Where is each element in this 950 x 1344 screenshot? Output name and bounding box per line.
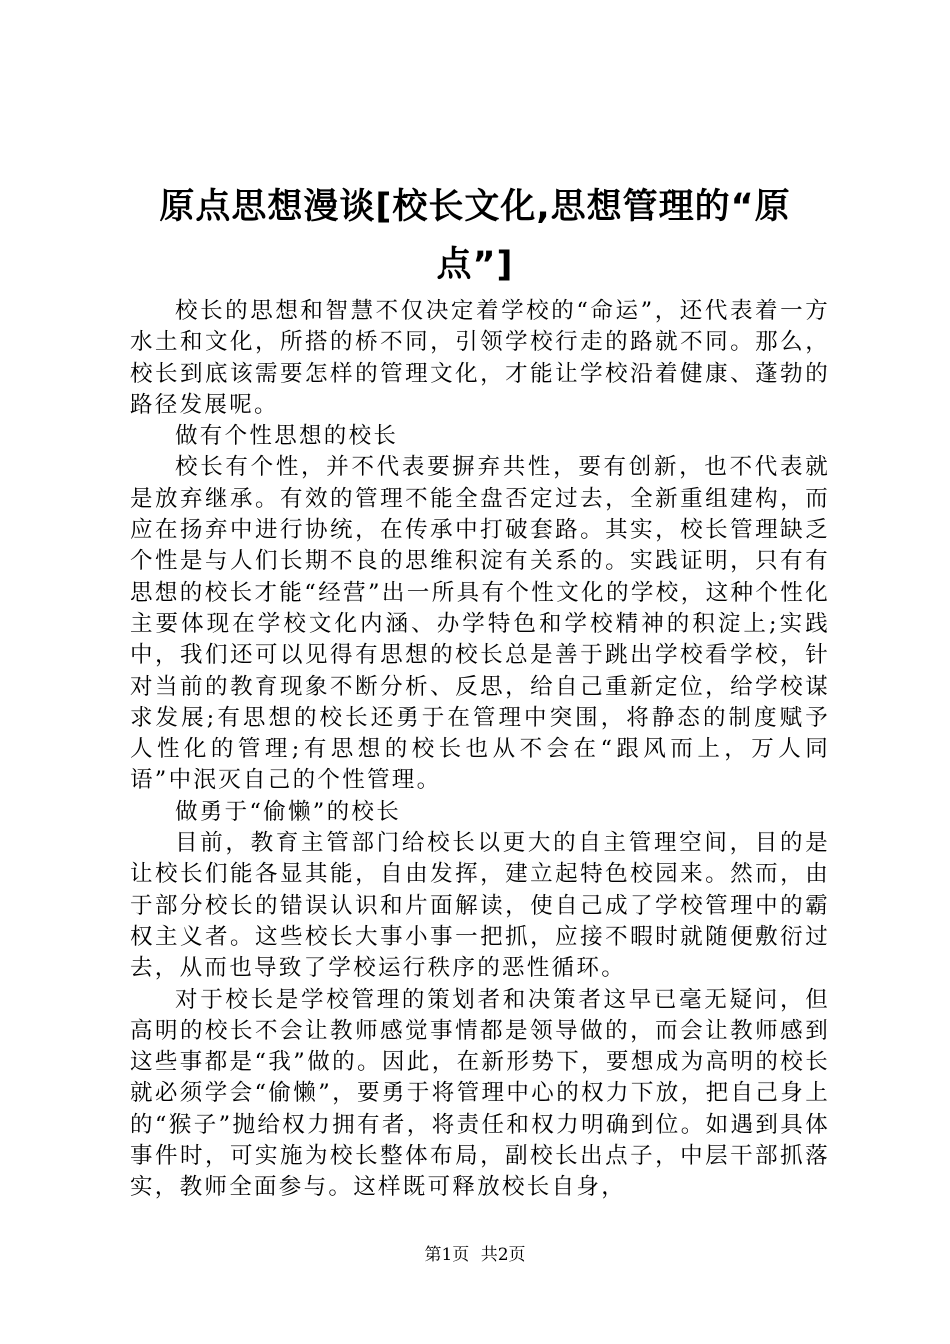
section-heading-lazy: 做勇于“偷懒”的校长 (175, 798, 402, 825)
intro-paragraph: 校长的思想和智慧不仅决定着学校的“命运”，还代表着一方水土和文化，所搭的桥不同，引领学校行走的路就不同。那么，校长到底该需要怎样的管理文化，才能让学校沿着健康、蓬勃的路径发展呢。 (130, 298, 830, 418)
page-number: 第1页 (424, 1245, 470, 1265)
document-title: 原点思想漫谈[校长文化,思想管理的“原点”] (159, 187, 791, 285)
page-total: 共2页 (480, 1245, 526, 1265)
page-footer (0, 1244, 950, 1266)
document-body (130, 296, 830, 1204)
section-heading-individuality: 做有个性思想的校长 (175, 423, 399, 450)
paragraph-individuality: 校长有个性，并不代表要摒弃共性，要有创新，也不代表就是放弃继承。有效的管理不能全盘否定过去，全新重组建构，而应在扬弃中进行协统，在传承中打破套路。其实，校长管理缺乏个性是与人们长期不良的思维积淀有关系的。实践证明，只有有思想的校长才能“经营”出一所具有个性文化的学校，这种个性化主要体现在学校文化内涵、办学特色和学校精神的积淀上;实践中，我们还可以见得有思想的校长总是善于跳出学校看学校，针对当前的教育现象不断分析、反思，给自己重新定位，给学校谋求发展;有思想的校长还勇于在管理中突围，将静态的制度赋予人性化的管理;有思想的校长也从不会在“跟风而上，万人同语”中泯灭自己的个性管理。 (130, 454, 830, 794)
paragraph-delegation: 对于校长是学校管理的策划者和决策者这早已毫无疑问，但高明的校长不会让教师感觉事情都是领导做的，而会让教师感到这些事都是“我”做的。因此，在新形势下，要想成为高明的校长就必须学会“偷懒”，要勇于将管理中心的权力下放，把自己身上的“猴子”抛给权力拥有者，将责任和权力明确到位。如遇到具体事件时，可实施为校长整体布局，副校长出点子，中层干部抓落实，教师全面参与。这样既可释放校长自身， (130, 986, 830, 1201)
paragraph-autonomy: 目前，教育主管部门给校长以更大的自主管理空间，目的是让校长们能各显其能，自由发挥，建立起特色校园来。然而，由于部分校长的错误认识和片面解读，使自己成了学校管理中的霸权主义者。这些校长大事小事一把抓，应接不暇时就随便敷衍过去，从而也导致了学校运行秩序的恶性循环。 (130, 830, 830, 982)
